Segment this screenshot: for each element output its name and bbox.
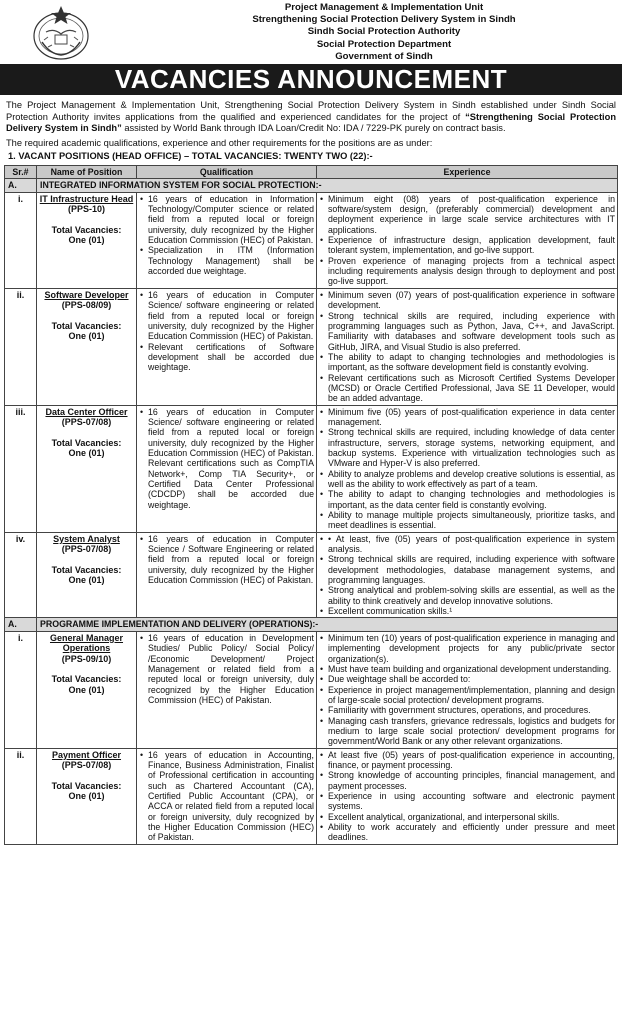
row-position-cell: [37, 532, 137, 618]
vacancies-count: One (01): [68, 791, 105, 802]
table-row: [5, 288, 618, 405]
experience-item: • Ability to work accurately and efficiently under pressure and meet deadlines.: [319, 822, 615, 843]
row-experience-cell: [317, 192, 618, 288]
vacancy-table: [4, 165, 618, 845]
row-qualification-cell: [137, 631, 317, 748]
experience-item: • Minimum ten (10) years of post-qualification experience in managing and implementing development projects for any public/private sector organization(s).: [319, 633, 615, 664]
experience-list: [319, 407, 615, 531]
experience-list: [319, 534, 615, 617]
experience-item: • Strong technical skills are required, including knowledge of data center infrastructure, servers, storage systems, networking equipment, and backup systems. Experience with virtualization technologies such as VMware and Hyper-V is also preferred.: [319, 427, 615, 468]
position-title: Software Developer: [44, 289, 129, 300]
qualification-list: [139, 633, 314, 705]
row-position-cell: [37, 288, 137, 405]
experience-item: • Ability to analyze problems and develop creative solutions is essential, as well as the ability to work effectively as part of a team.: [319, 469, 615, 490]
header-sr: Sr.#: [5, 165, 37, 178]
experience-item: • At least five (05) years of post-qualification experience in accounting, finance, or payment processing.: [319, 750, 615, 771]
vacancies-label: Total Vacancies:: [51, 224, 122, 235]
experience-item: • Strong knowledge of accounting principles, financial management, and payment processes.: [319, 770, 615, 791]
row-experience-cell: [317, 631, 618, 748]
qualification-list: [139, 290, 314, 373]
vacancies-label: Total Vacancies:: [51, 564, 122, 575]
experience-list: [319, 633, 615, 747]
vacancies-label: Total Vacancies:: [51, 674, 122, 685]
group-code: A.: [5, 179, 37, 192]
row-qualification-cell: [137, 405, 317, 532]
experience-item: • Strong technical skills are required, including experience with software development methodologies, database management systems, and programming languages.: [319, 554, 615, 585]
experience-item: • Familiarity with government structures, operations, and procedures.: [319, 705, 615, 715]
qualification-item: • 16 years of education in Computer Science/ software engineering or related field from a reputed local or foreign university, duly recognized by the Higher Education Commission (HEC) of Pakistan. Relevant certifications such as CompTIA Network+, Comp TIA Security+, or Certified Data Center Professional (CDCDP) shall be accorded due weightage.: [139, 407, 314, 510]
position-title: IT Infrastructure Head: [39, 193, 134, 204]
group-row: [5, 618, 618, 631]
experience-item: • Experience in project management/implementation, planning and design of large-scale social protection/ development programs.: [319, 685, 615, 706]
org-line-1: Project Management & Implementation Unit: [284, 2, 484, 13]
experience-item: • Must have team building and organizational development understanding.: [319, 664, 615, 674]
intro-project-name: “Strengthening Social Protection Delivery System in Sindh”: [6, 111, 617, 134]
qualification-item: • Relevant certifications of Software development shall be accorded due weightage.: [139, 342, 314, 373]
vacancies-count: One (01): [68, 331, 105, 342]
row-experience-cell: [317, 405, 618, 532]
table-row: [5, 631, 618, 748]
row-sr: i.: [5, 631, 37, 748]
row-experience-cell: [317, 748, 618, 844]
vacancies-label: Total Vacancies:: [51, 320, 122, 331]
row-sr: iv.: [5, 532, 37, 618]
vacancies-count: One (01): [68, 235, 105, 246]
vacancies-label: Total Vacancies:: [51, 437, 122, 448]
header-position: Name of Position: [37, 165, 137, 178]
government-emblem-icon: [30, 2, 92, 62]
table-row: [5, 748, 618, 844]
qualification-list: [139, 534, 314, 586]
table-header-row: [5, 165, 618, 178]
position-pps: (PPS-07/08): [61, 760, 112, 771]
position-pps: (PPS-07/08): [61, 544, 112, 555]
table-row: [5, 532, 618, 618]
header-qualification: Qualification: [137, 165, 317, 178]
row-sr: i.: [5, 192, 37, 288]
position-title: System Analyst: [53, 533, 120, 544]
experience-list: [319, 290, 615, 404]
row-qualification-cell: [137, 192, 317, 288]
experience-item: • Ability to manage multiple projects simultaneously, prioritize tasks, and meet deadlines is essential.: [319, 510, 615, 531]
row-experience-cell: [317, 532, 618, 618]
intro-part-1: The Project Management & Implementation Unit, Strengthening Social Protection Delivery System in Sindh established under Sindh Social Protection Authority invites applications from the qualified and experienced candidates for the project of: [6, 100, 616, 122]
org-line-5: Government of Sindh: [335, 50, 433, 62]
position-pps: (PPS-08/09): [61, 300, 112, 311]
experience-item: • Experience in using accounting software and electronic payment systems.: [319, 791, 615, 812]
experience-list: [319, 194, 615, 287]
qualification-item: • 16 years of education in Computer Science/ software engineering or related field from a reputed local or foreign university, duly recognized by the Higher Education Commission (HEC) of Pakistan.: [139, 290, 314, 342]
experience-item: • Excellent communication skills.¹: [319, 606, 615, 616]
row-experience-cell: [317, 288, 618, 405]
position-pps: (PPS-09/10): [61, 653, 112, 664]
group-code: A.: [5, 618, 37, 631]
table-row: [5, 405, 618, 532]
experience-item: • Strong technical skills are required, including experience with programming languages such as Python, Java, C++, and JavaScript. Familiarity with databases and software development tools such as GitHub, JIRA, and Visual Studio is also preferred.: [319, 311, 615, 352]
row-qualification-cell: [137, 288, 317, 405]
row-position-cell: [37, 748, 137, 844]
experience-item: • • At least, five (05) years of post-qualification experience in system analysis.: [319, 534, 615, 555]
row-sr: ii.: [5, 748, 37, 844]
org-line-2: Strengthening Social Protection Delivery System in Sindh: [252, 14, 516, 26]
position-pps: (PPS-10): [67, 204, 105, 215]
announcement-banner: VACANCIES ANNOUNCEMENT: [0, 64, 622, 95]
table-row: [5, 192, 618, 288]
position-title: Data Center Officer: [45, 406, 128, 417]
vacancies-count: One (01): [68, 575, 105, 586]
org-line-4: Social Protection Department: [316, 38, 452, 50]
header: [4, 0, 618, 64]
header-experience: Experience: [317, 165, 618, 178]
group-title: PROGRAMME IMPLEMENTATION AND DELIVERY (OPERATIONS):-: [37, 618, 618, 631]
table-body: [5, 179, 618, 844]
vacancies-label: Total Vacancies:: [51, 780, 122, 791]
row-sr: iii.: [5, 405, 37, 532]
organization-block: [184, 2, 584, 63]
experience-item: • Strong analytical and problem-solving skills are essential, as well as the ability to think creatively and develop innovative solutions.: [319, 585, 615, 606]
experience-item: • Proven experience of managing projects from a technical aspect including requirements analysis design through to deployment and post go-live support.: [319, 256, 615, 287]
experience-item: • The ability to adapt to changing technologies and methodologies is important, as the software development field is constantly evolving.: [319, 352, 615, 373]
position-pps: (PPS-07/08): [61, 417, 112, 428]
row-sr: ii.: [5, 288, 37, 405]
experience-item: • The ability to adapt to changing technologies and methodologies is important, as the data center field is constantly evolving.: [319, 489, 615, 510]
row-qualification-cell: [137, 748, 317, 844]
row-qualification-cell: [137, 532, 317, 618]
qualification-item: • Specialization in ITM (Information Technology Management) shall be accorded due weightage.: [139, 245, 314, 276]
experience-item: • Excellent analytical, organizational, and interpersonal skills.: [319, 812, 615, 822]
experience-item: • Experience of infrastructure design, application development, fault tolerant system, implementation, and go-live support.: [319, 235, 615, 256]
row-position-cell: [37, 192, 137, 288]
qualification-list: [139, 194, 314, 277]
group-title: INTEGRATED INFORMATION SYSTEM FOR SOCIAL PROTECTION:-: [37, 179, 618, 192]
experience-item: • Relevant certifications such as Microsoft Certified Systems Developer (MCSD) or Oracle Certified Professional, Java SE 11 Developer, would be an added advantage.: [319, 373, 615, 404]
vacancies-count: One (01): [68, 684, 105, 695]
position-title: Payment Officer: [51, 749, 122, 760]
intro-paragraph: [4, 100, 618, 135]
position-title: General Manager Operations: [49, 632, 124, 654]
qualification-list: [139, 407, 314, 510]
experience-item: • Managing cash transfers, grievance redressals, logistics and budgets for medium to large scale social protection/ development programs for government/World Bank or any other relevant organizations.: [319, 716, 615, 747]
experience-item: • Due weightage shall be accorded to:: [319, 674, 615, 684]
row-position-cell: [37, 631, 137, 748]
experience-list: [319, 750, 615, 843]
intro-part-2: assisted by World Bank through IDA Loan/Credit No: IDA / 7229-PK purely on contract basis.: [121, 123, 506, 134]
qualification-item: • 16 years of education in Computer Science / Software Engineering or related field from a reputed local or foreign university, duly recognized by the Higher Education Commission (HEC) of Pakistan.: [139, 534, 314, 586]
qualification-item: • 16 years of education in Development Studies/ Public Policy/ Social Policy/ /Economic Development/ Project Management or related field from a reputed local or foreign university, duly recognized by the Higher Education Commission (HEC) of Pakistan.: [139, 633, 314, 705]
qualification-item: • 16 years of education in Information Technology/Computer science or related field from a reputed local or foreign university, duly recognized by the Higher Education Commission (HEC) of Pakistan.: [139, 194, 314, 246]
vacancies-count: One (01): [68, 448, 105, 459]
group-row: [5, 179, 618, 192]
qualification-list: [139, 750, 314, 843]
experience-item: • Minimum eight (08) years of post-qualification experience in software/system design, (preferably commercial) development and deployment experience in large scale service architectures with IT applications.: [319, 194, 615, 235]
experience-item: • Minimum five (05) years of post-qualification experience in data center management.: [319, 407, 615, 428]
row-position-cell: [37, 405, 137, 532]
org-line-3: Sindh Social Protection Authority: [307, 26, 461, 38]
requirements-note: The required academic qualifications, experience and other requirements for the positions are as under:: [6, 137, 433, 148]
section-title: 1. VACANT POSITIONS (HEAD OFFICE) – TOTAL VACANCIES: TWENTY TWO (22):-: [8, 151, 373, 162]
experience-item: • Minimum seven (07) years of post-qualification experience in software development.: [319, 290, 615, 311]
qualification-item: • 16 years of education in Accounting, Finance, Business Administration, Finalist of Professional certification in accounting such as Chartered Accountant (CA), Certified Public Accountant (CPA), or ACCA or related field from a reputed local or foreign university, duly recognized by the Higher Education Commission (HEC) of Pakistan.: [139, 750, 314, 843]
